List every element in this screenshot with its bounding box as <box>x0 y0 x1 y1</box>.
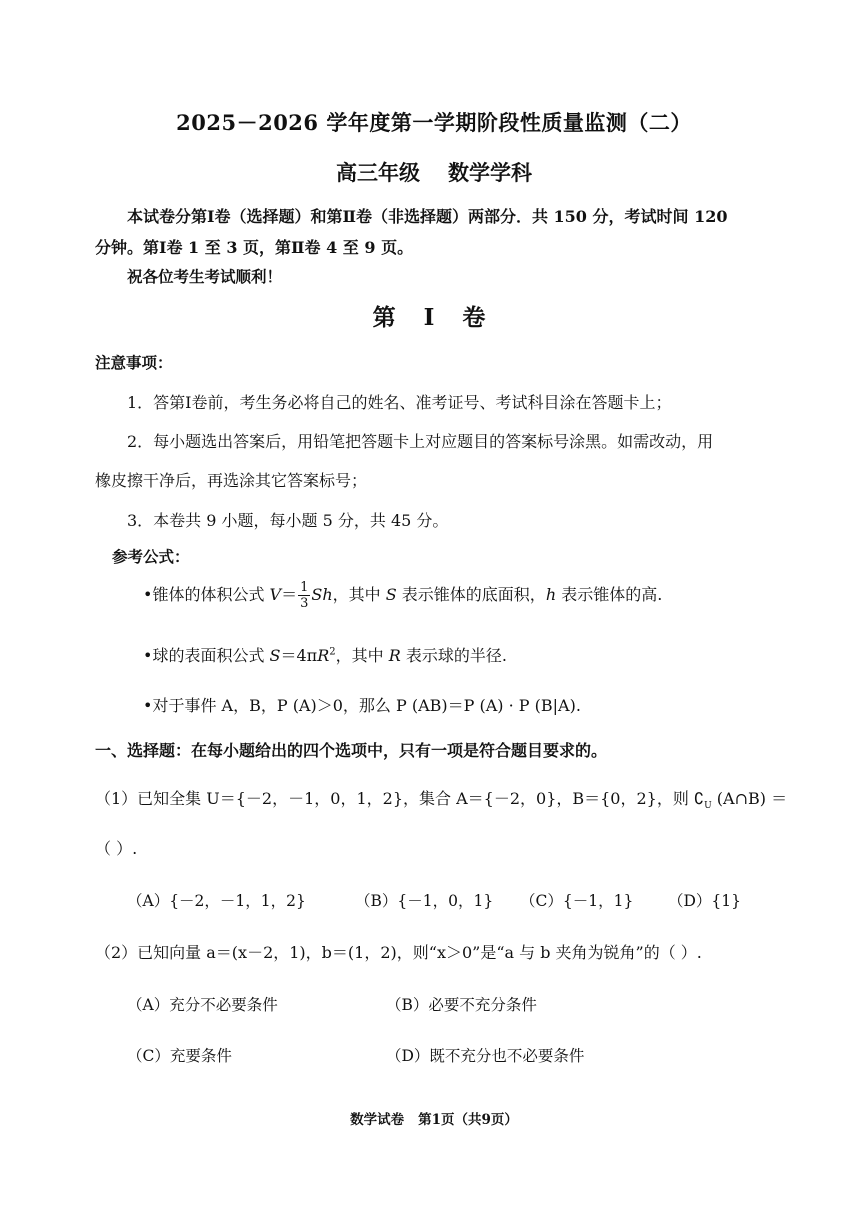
footer-subject: 数学试卷 <box>350 1112 405 1128</box>
note-item-3: 3．本卷共 9 小题，每小题 5 分，共 45 分。 <box>127 511 449 530</box>
note-item-2: 2．每小题选出答案后，用铅笔把答题卡上对应题目的答案标号涂黑。如需改动，用 <box>127 432 714 451</box>
formula-cone-volume: •锥体的体积公式 V＝ $\frac{1}{3}$ Sh，其中 S 表示锥体的底面积，h 表示锥体的高. <box>143 580 663 611</box>
exam-title: 2025－2026 学年度第一学期阶段性质量监测（二） <box>176 110 692 135</box>
question-1-option-d[interactable]: （D）{1} <box>668 892 742 910</box>
note-item-1: 1．答第Ⅰ卷前，考生务必将自己的姓名、准考证号、考试科目涂在答题卡上； <box>127 393 672 412</box>
page-footer <box>0 1108 868 1128</box>
question-2-option-d[interactable]: （D）既不充分也不必要条件 <box>386 1047 585 1065</box>
intro-line-2: 分钟。第Ⅰ卷 1 至 3 页，第Ⅱ卷 4 至 9 页。 <box>95 238 414 257</box>
formula-conditional-probability: •对于事件 A，B，P (A)＞0，那么 P (AB)＝P (A) · P (B|A). <box>143 696 581 715</box>
formulas-heading: 参考公式： <box>112 547 190 566</box>
question-1-stem: （1）已知全集 U＝{－2，－1，0，1，2}，集合 A＝{－2，0}，B＝{0，2}，则 $∁_U$ (A∩B) ＝ <box>95 789 788 812</box>
notes-heading: 注意事项： <box>95 353 173 372</box>
question-1-option-a[interactable]: （A）{－2，－1，1，2} <box>127 892 306 910</box>
part-one-title: 第 Ⅰ 卷 <box>372 304 496 331</box>
footer-page-number: 第1页（共9页） <box>418 1112 518 1128</box>
subject-label: 数学学科 <box>448 160 532 185</box>
question-1-option-c[interactable]: （C）{－1，1} <box>520 892 634 910</box>
question-1-option-b[interactable]: （B）{－1，0，1} <box>355 892 494 910</box>
question-2-stem: （2）已知向量 a＝(x－2，1)，b＝(1，2)，则“x＞0”是“a 与 b 夹角为锐角”的（ ）. <box>95 943 702 962</box>
note-item-2-cont: 橡皮擦干净后，再选涂其它答案标号； <box>95 471 368 490</box>
question-2-option-a[interactable]: （A）充分不必要条件 <box>127 996 278 1014</box>
question-1-blank: （ ）. <box>95 839 138 858</box>
intro-line-1: 本试卷分第Ⅰ卷（选择题）和第Ⅱ卷（非选择题）两部分．共 150 分，考试时间 120 <box>127 207 728 226</box>
question-2-option-b[interactable]: （B）必要不充分条件 <box>386 996 537 1014</box>
grade-label: 高三年级 <box>336 160 420 185</box>
question-2-option-c[interactable]: （C）充要条件 <box>127 1047 232 1065</box>
exam-subtitle <box>0 157 868 187</box>
formula-sphere-area: •球的表面积公式 $S=4\pi R^2$，其中 R 表示球的半径. <box>143 646 507 665</box>
wish-text: 祝各位考生考试顺利！ <box>127 267 283 286</box>
section-one-heading: 一、选择题：在每小题给出的四个选项中，只有一项是符合题目要求的。 <box>95 741 608 760</box>
fraction-one-third: $\frac{1}{3}$ <box>300 580 309 611</box>
